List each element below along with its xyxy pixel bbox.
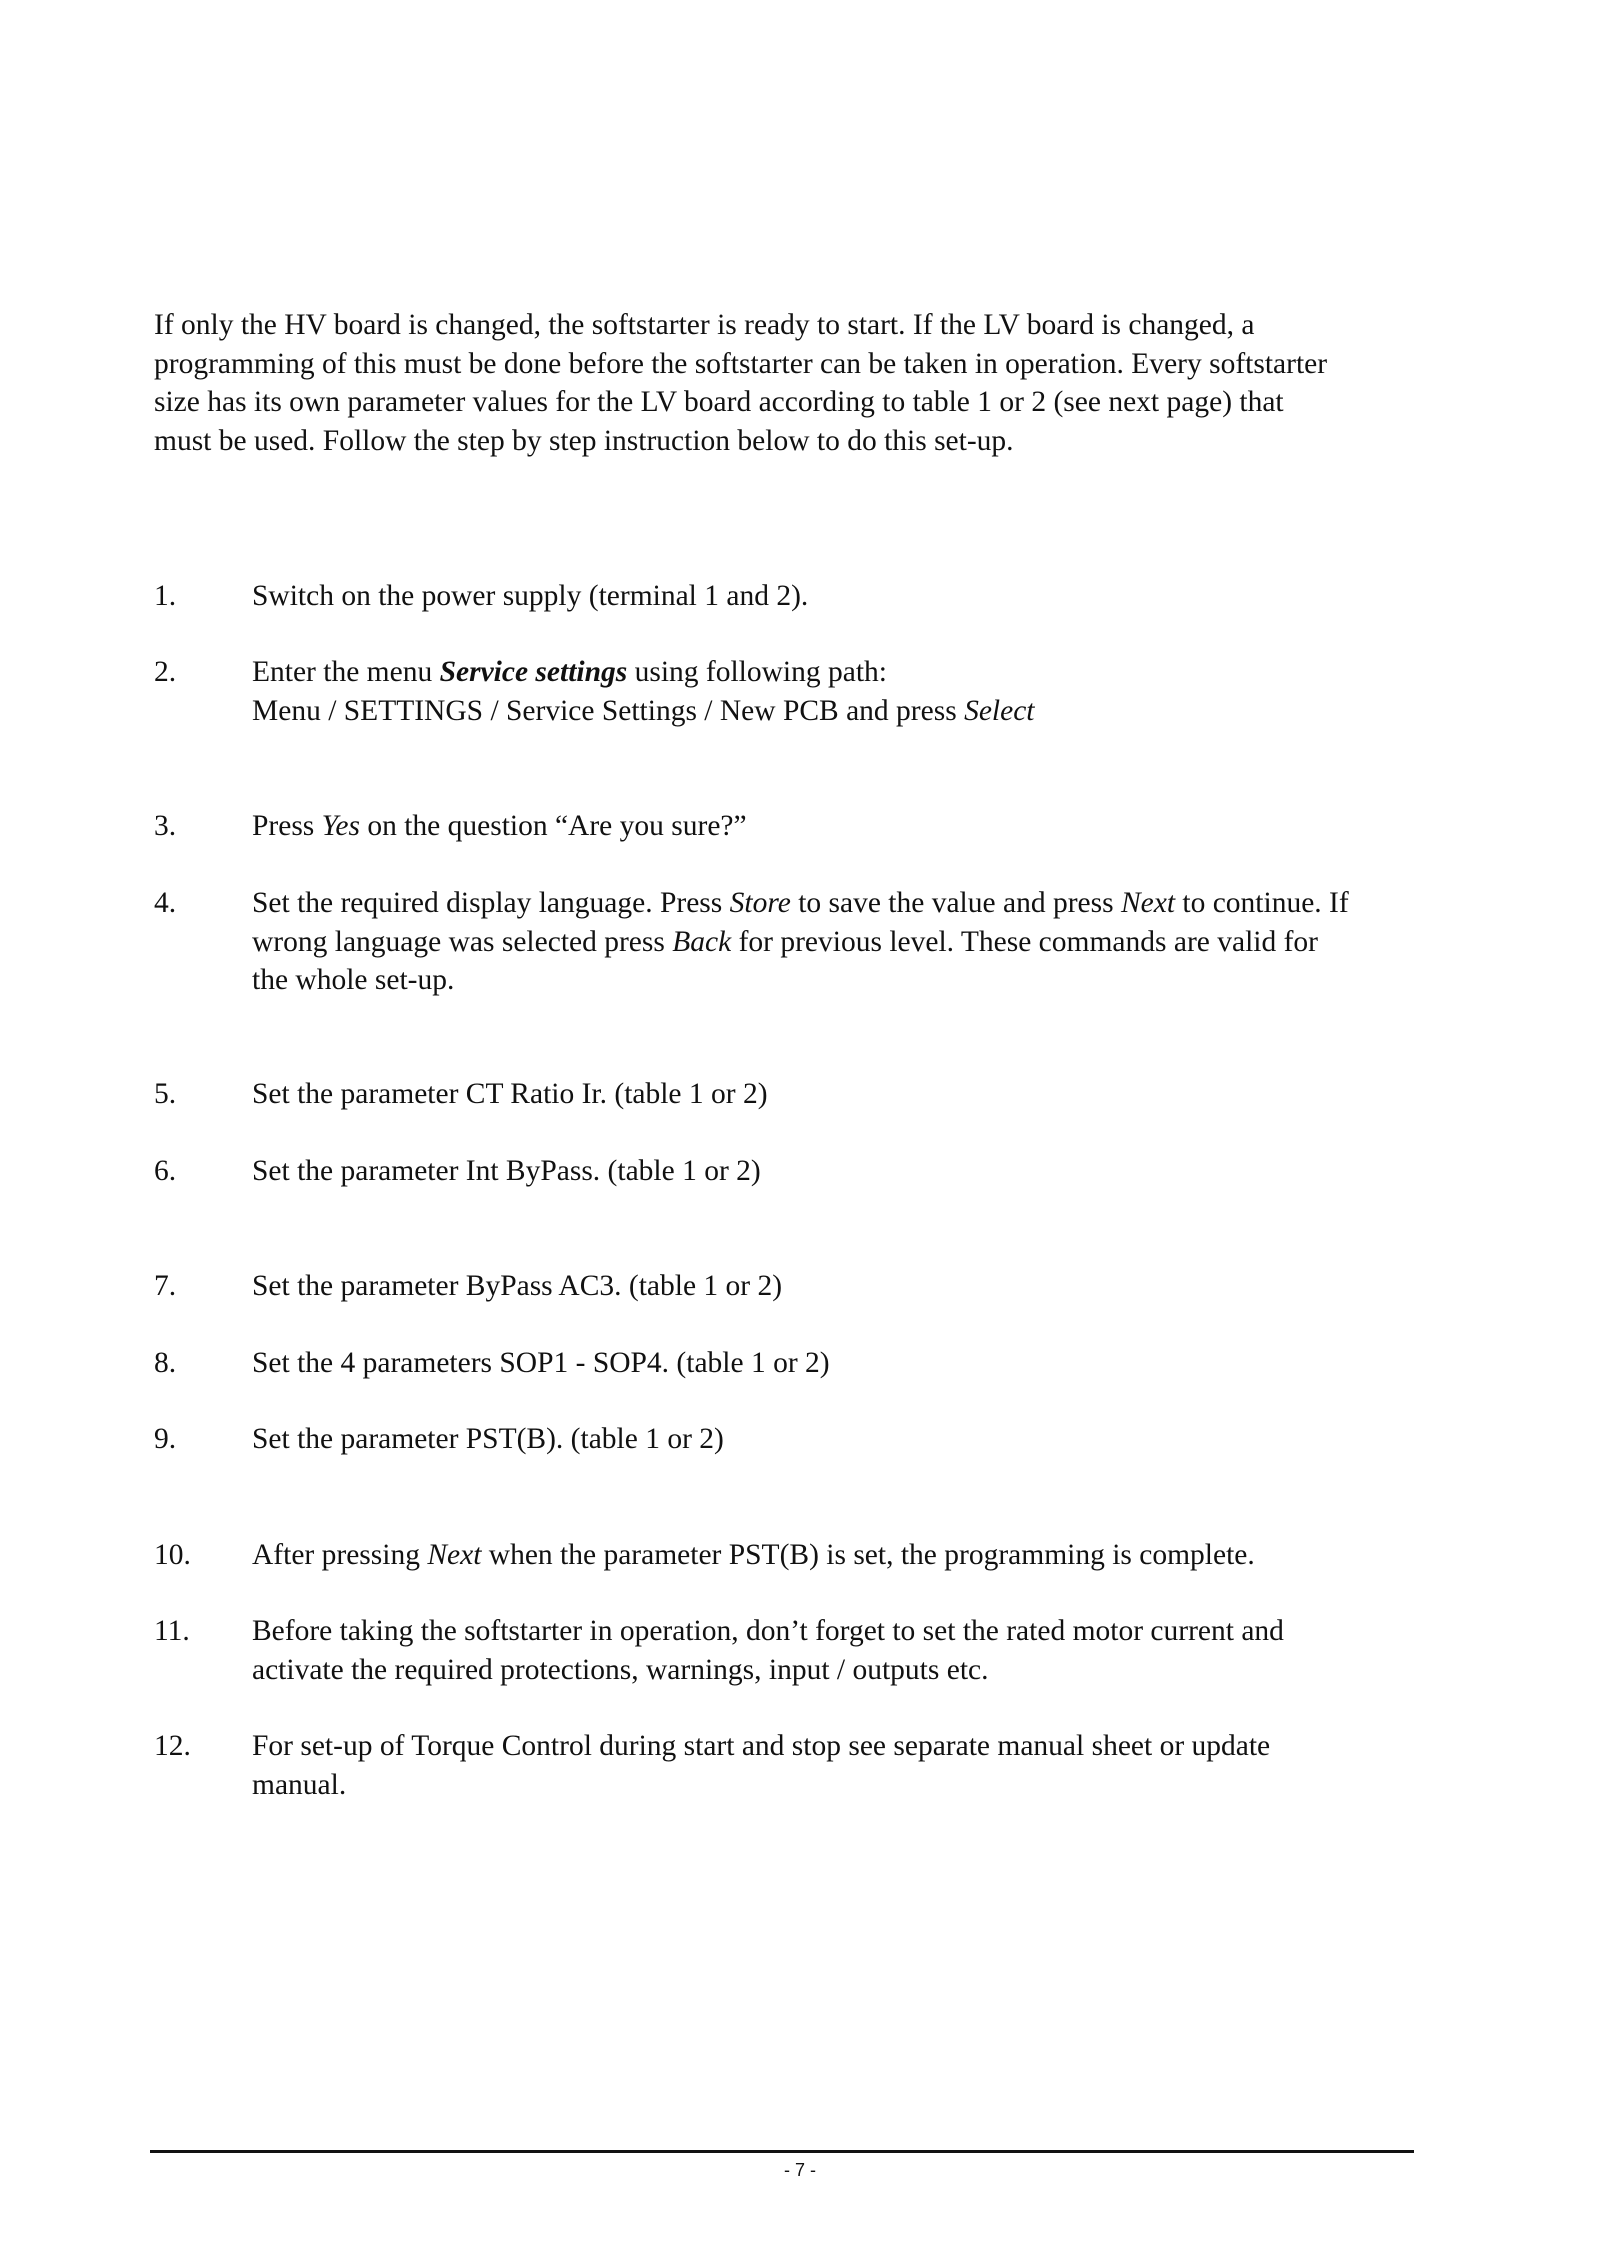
step-text (252, 884, 1452, 1000)
step-line: Set the parameter Int ByPass. (table 1 or 2) (252, 1155, 761, 1187)
step-number: 10. (154, 1539, 191, 1571)
step-text (252, 1152, 1452, 1191)
step-number: 3. (154, 810, 177, 842)
intro-line: must be used. Follow the step by step instruction below to do this set-up. (154, 424, 1014, 457)
text-run: on the question “Are you sure?” (359, 810, 747, 842)
key-emphasis: Next (427, 1539, 482, 1571)
intro-paragraph (154, 306, 1454, 460)
key-emphasis: Next (1120, 887, 1176, 919)
step-text (252, 1727, 1452, 1804)
step-line (252, 884, 1452, 923)
menu-name-emphasis: Service settings (439, 656, 628, 688)
text-run: After pressing (252, 1539, 428, 1571)
text-run: wrong language was selected press (252, 925, 673, 958)
step-number: 5. (154, 1078, 177, 1110)
step-number: 7. (154, 1270, 177, 1302)
step-line (252, 807, 1452, 846)
text-run: Menu / SETTINGS / Service Settings / New PCB and press (252, 694, 965, 727)
step-number: 9. (154, 1423, 177, 1455)
step-text (252, 1536, 1452, 1575)
step-text (252, 653, 1452, 730)
step-line (252, 923, 1452, 962)
step-text (252, 1267, 1452, 1306)
step-line: Set the parameter PST(B). (table 1 or 2) (252, 1423, 724, 1455)
step-text (252, 577, 1452, 616)
step-number: 6. (154, 1155, 177, 1187)
step-line: Set the parameter ByPass AC3. (table 1 or 2) (252, 1270, 783, 1302)
footer-divider (150, 2150, 1414, 2153)
step-line: manual. (252, 1768, 347, 1801)
step-number: 8. (154, 1347, 177, 1379)
key-emphasis: Yes (321, 810, 360, 842)
step-text (252, 1075, 1452, 1114)
step-line (252, 692, 1452, 731)
page-number: - 7 - (783, 2160, 816, 2180)
text-run: for previous level. These commands are valid for (731, 925, 1319, 958)
step-text (252, 1612, 1452, 1689)
step-number: 12. (154, 1730, 191, 1762)
text-run: using following path: (627, 656, 887, 688)
text-run: to save the value and press (790, 887, 1121, 919)
step-line: Before taking the softstarter in operation, don’t forget to set the rated motor current and (252, 1615, 1284, 1647)
step-line: Switch on the power supply (terminal 1 and 2). (252, 580, 809, 612)
step-line (252, 653, 1452, 692)
step-line: activate the required protections, warnings, input / outputs etc. (252, 1653, 989, 1686)
key-emphasis: Back (672, 925, 732, 958)
intro-line: size has its own parameter values for the LV board according to table 1 or 2 (see next page) that (154, 386, 1284, 418)
text-run: to continue. If (1175, 887, 1349, 919)
step-text (252, 1420, 1452, 1459)
step-line: Set the parameter CT Ratio Ir. (table 1 or 2) (252, 1078, 768, 1110)
step-line: For set-up of Torque Control during start and stop see separate manual sheet or update (252, 1730, 1271, 1762)
text-run: when the parameter PST(B) is set, the programming is complete. (481, 1539, 1255, 1571)
step-line (252, 1536, 1452, 1575)
step-text (252, 1344, 1452, 1383)
key-emphasis: Store (729, 887, 791, 919)
step-line: the whole set-up. (252, 964, 455, 996)
step-number: 4. (154, 887, 177, 919)
step-number: 1. (154, 580, 177, 612)
intro-line: programming of this must be done before the softstarter can be taken in operation. Every softstarter (154, 347, 1328, 380)
step-number: 11. (154, 1615, 190, 1647)
step-line: Set the 4 parameters SOP1 - SOP4. (table 1 or 2) (252, 1347, 830, 1379)
key-emphasis: Select (964, 694, 1035, 727)
text-run: Enter the menu (252, 656, 440, 688)
text-run: Set the required display language. Press (252, 887, 730, 919)
intro-line: If only the HV board is changed, the softstarter is ready to start. If the LV board is changed, a (154, 309, 1255, 341)
step-number: 2. (154, 656, 177, 688)
step-text (252, 807, 1452, 846)
text-run: Press (252, 810, 322, 842)
